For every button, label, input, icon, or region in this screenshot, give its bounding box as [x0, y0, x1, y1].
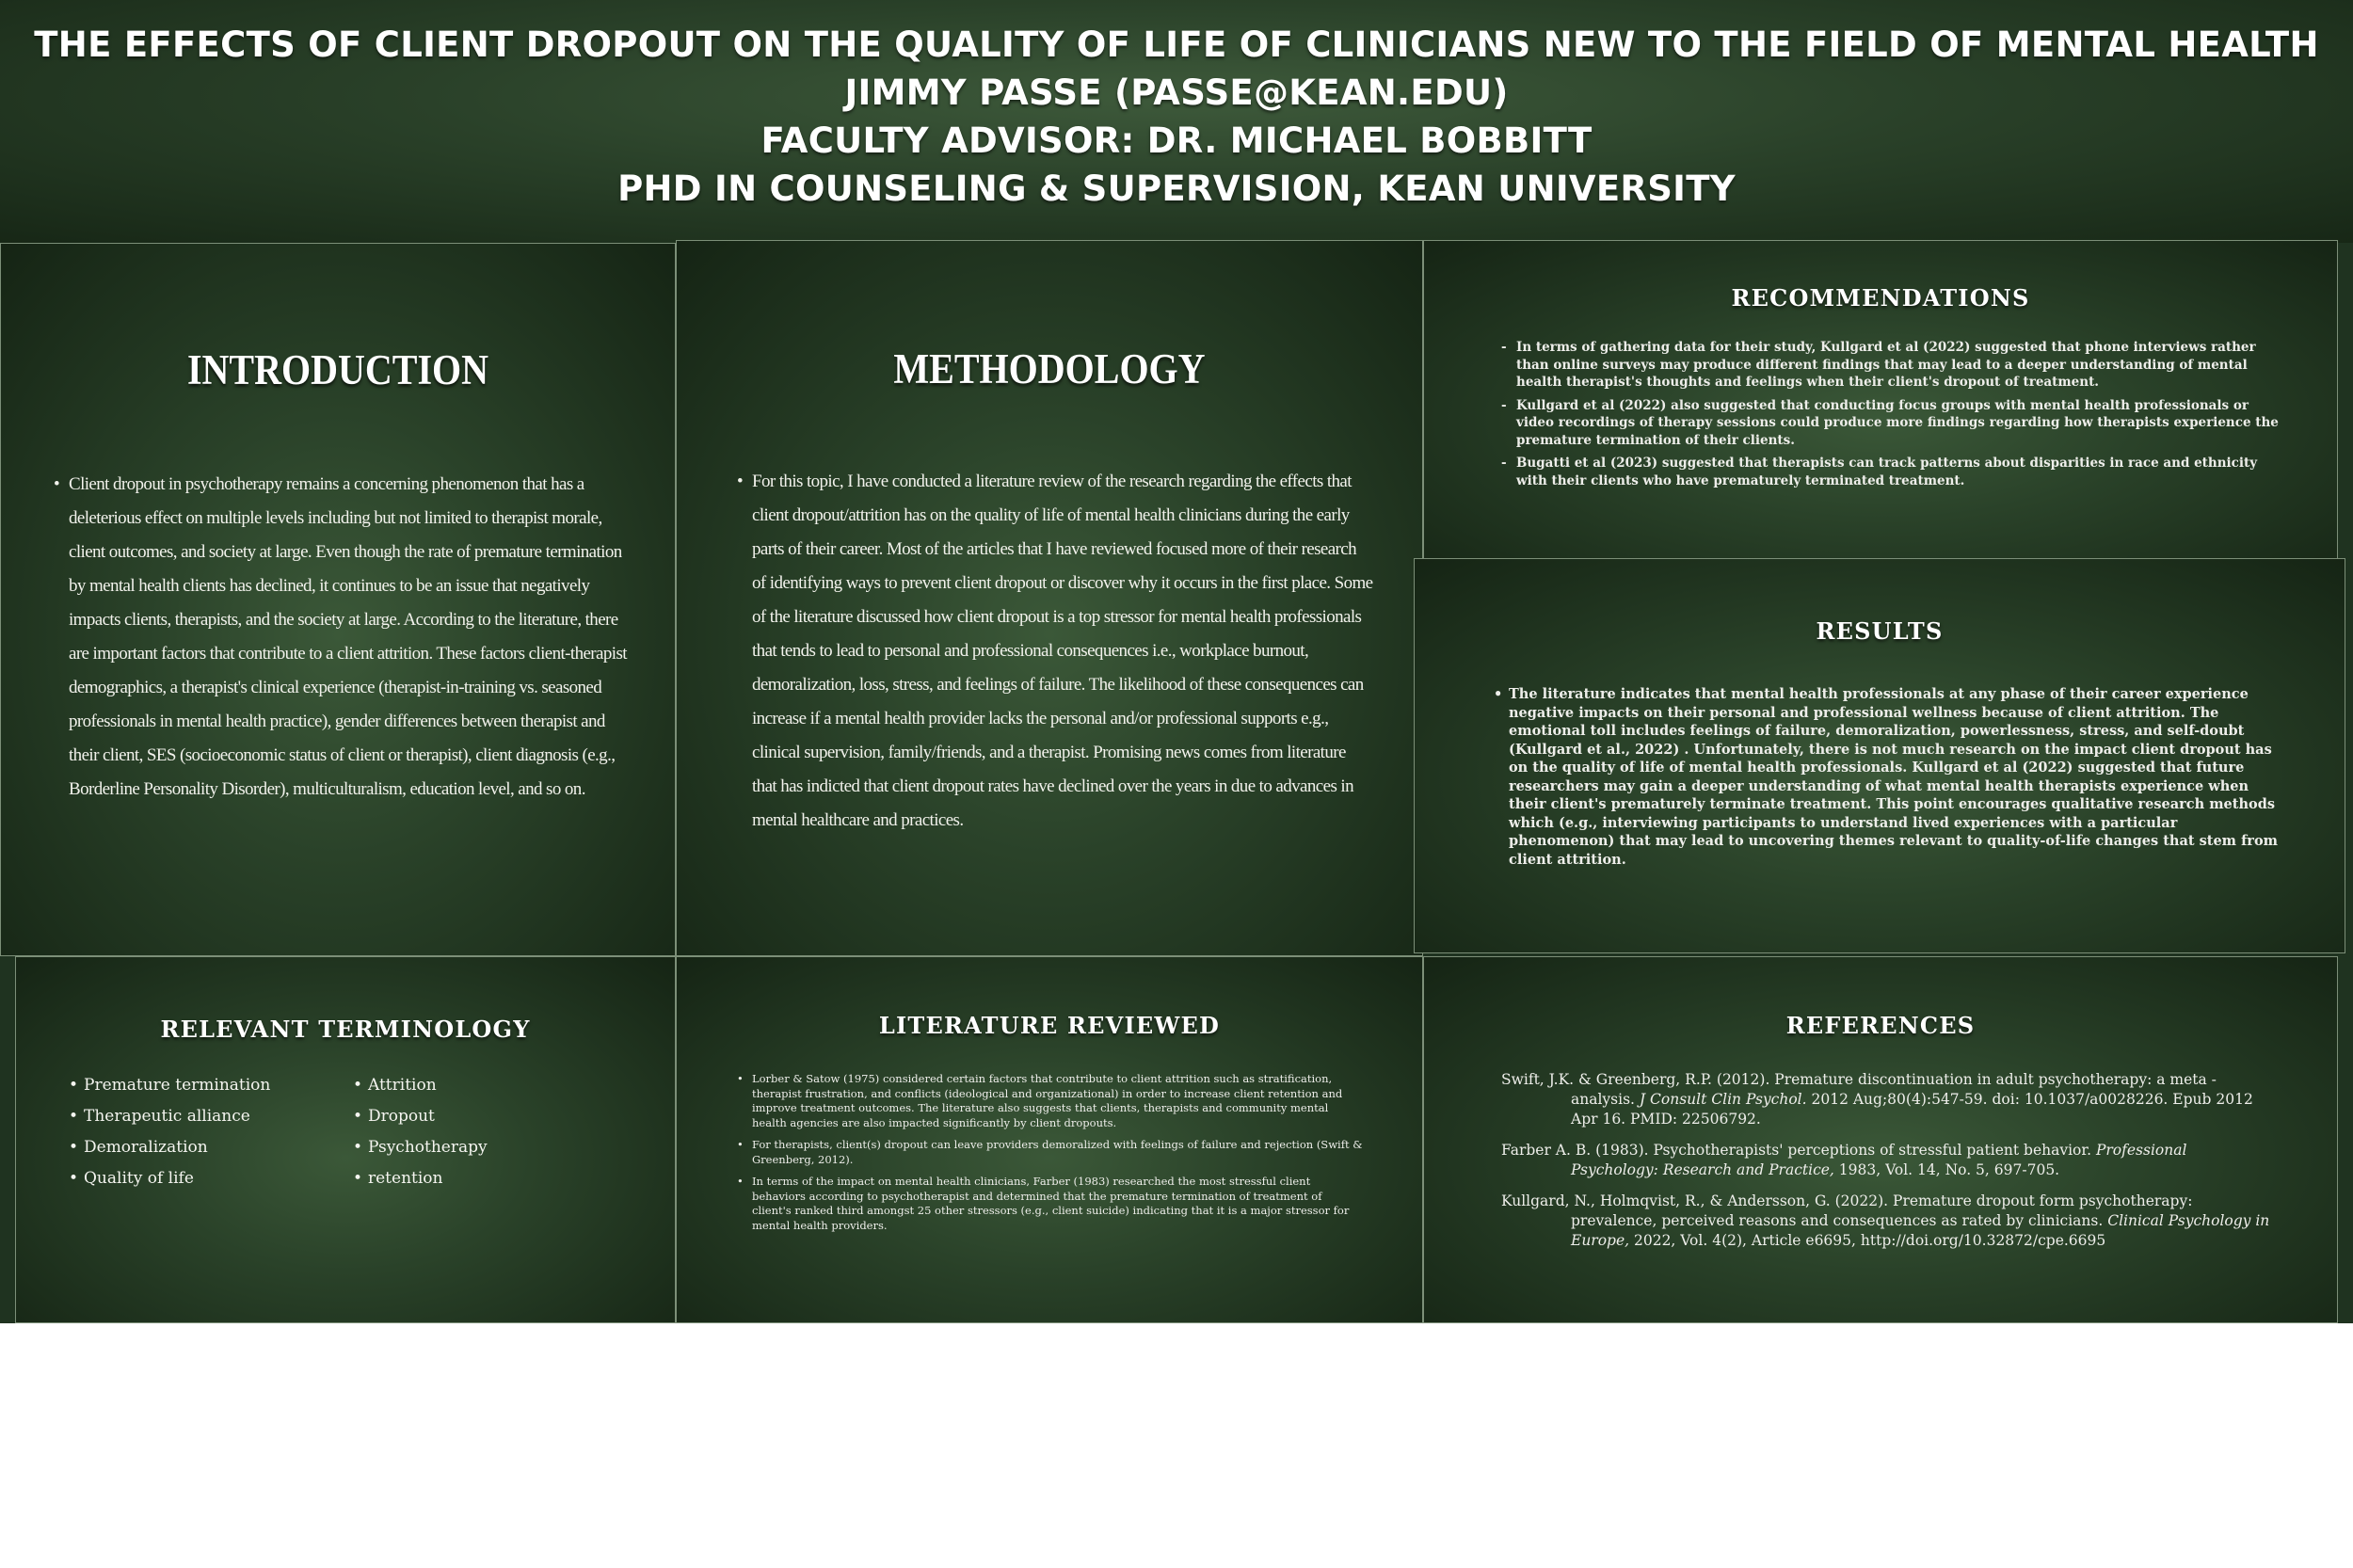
recommendations-panel	[1423, 240, 2338, 566]
literature-bullet: • For therapists, client(s) dropout can leave providers demoralized with feelings of failure and rejection (Swift & Greenberg, 2012).	[752, 1138, 1364, 1167]
literature-bullet: • Lorber & Satow (1975) considered certain factors that contribute to client attrition such as stratification, therapist frustration, and conflicts (ideological and organizational) in order to increase client retention and improve treatment outcomes. The literature also suggests that clients, therapists and community mental health agencies are also impacted significantly by client dropouts.	[752, 1072, 1364, 1130]
references-panel	[1423, 956, 2338, 1323]
methodology-panel	[676, 240, 1423, 956]
reference-item: Farber A. B. (1983). Psychotherapists' perceptions of stressful patient behavior. Professional Psychology: Research and Practice, 1983, Vol. 14, No. 5, 697-705.	[1501, 1142, 2187, 1178]
term-item: • Dropout	[368, 1101, 632, 1132]
references-list	[1501, 1070, 2273, 1262]
introduction-panel	[0, 243, 676, 956]
methodology-list	[752, 465, 1373, 838]
author-line: JIMMY PASSE (PASSE@KEAN.EDU)	[844, 72, 1509, 113]
term-item: • Premature termination	[84, 1070, 347, 1101]
literature-list	[752, 1072, 1364, 1233]
recommendations-title: RECOMMENDATIONS	[1731, 284, 2030, 312]
terminology-right-list	[368, 1070, 632, 1194]
recommendation-item: - Kullgard et al (2022) also suggested that conducting focus groups with mental health professionals or video recordings of therapy sessions could produce more findings regarding how therapists experience the premature termination of their clients.	[1516, 397, 2279, 450]
introduction-list	[69, 468, 633, 807]
introduction-title: INTRODUCTION	[186, 344, 489, 394]
term-item: • Demoralization	[84, 1132, 347, 1163]
results-title: RESULTS	[1816, 617, 1944, 645]
term-item: • Quality of life	[84, 1163, 347, 1194]
recommendations-list	[1516, 339, 2279, 489]
recommendation-item: - Bugatti et al (2023) suggested that therapists can track patterns about disparities in race and ethnicity with their clients who have prematurely terminated treatment.	[1516, 455, 2279, 489]
literature-title: LITERATURE REVIEWED	[878, 1012, 1221, 1039]
term-item: • Therapeutic alliance	[84, 1101, 347, 1132]
introduction-bullet: • Client dropout in psychotherapy remains a concerning phenomenon that has a deleterious effect on multiple levels including but not limited to therapist morale, client outcomes, and society at large. Even though the rate of premature termination by mental health clients has declined, it continues to be an issue that negatively impacts clients, therapists, and the society at large. According to the literature, there are important factors that contribute to a client attrition. These factors client-therapist demographics, a therapist's clinical experience (therapist-in-training vs. seasoned professionals in mental health practice), gender differences between therapist and their client, SES (socioeconomic status of client or therapist), client diagnosis (e.g., Borderline Personality Disorder), multiculturalism, education level, and so on.	[69, 468, 633, 807]
references-title: REFERENCES	[1785, 1012, 1976, 1039]
terminology-title: RELEVANT TERMINOLOGY	[160, 1016, 531, 1043]
results-bullet: • The literature indicates that mental health professionals at any phase of their career experience negative impacts on their personal and professional wellness because of client attrition. The emotional toll includes feelings of failure, demoralization, powerlessness, stress, and self-doubt (Kullgard et al., 2022) . Unfortunately, there is not much research on the impact client dropout has on the quality of life of mental health professionals. Kullgard et al (2022) suggested that future researchers may gain a deeper understanding of what mental health therapists experience when their client's prematurely terminate treatment. This point encourages qualitative research methods which (e.g., interviewing participants to understand lived experiences with a particular phenomenon) that may lead to uncovering themes relevant to quality-of-life changes that stem from client attrition.	[1509, 685, 2281, 869]
methodology-bullet: • For this topic, I have conducted a literature review of the research regarding the effects that client dropout/attrition has on the quality of life of mental health clinicians during the early parts of their career. Most of the articles that I have reviewed focused more of their research of identifying ways to prevent client dropout or discover why it occurs in the first place. Some of the literature discussed how client dropout is a top stressor for mental health professionals that tends to lead to personal and professional consequences i.e., workplace burnout, demoralization, loss, stress, and feelings of failure. The likelihood of these consequences can increase if a mental health provider lacks the personal and/or professional supports e.g., clinical supervision, family/friends, and a therapist. Promising news comes from literature that has indicted that client dropout rates have declined over the years in due to advances in mental healthcare and practices.	[752, 465, 1373, 838]
program-line: PHD IN COUNSELING & SUPERVISION, KEAN UNIVERSITY	[617, 168, 1736, 209]
methodology-title: METHODOLOGY	[893, 344, 1206, 393]
term-item: • retention	[368, 1163, 632, 1194]
terminology-left-list	[84, 1070, 347, 1194]
poster-header	[0, 0, 2353, 243]
results-panel	[1414, 558, 2345, 953]
terminology-panel	[15, 956, 676, 1323]
results-list	[1509, 685, 2281, 869]
literature-bullet: • In terms of the impact on mental health clinicians, Farber (1983) researched the most stressful client behaviors according to psychotherapist and determined that the premature termination of treatment of client's ranked third amongst 25 other stressors (e.g., client suicide) indicating that it is a major stressor for mental health providers.	[752, 1175, 1364, 1233]
recommendation-item: - In terms of gathering data for their study, Kullgard et al (2022) suggested that phone interviews rather than online surveys may produce different findings that may lead to a deeper understanding of mental health therapist's thoughts and feelings when their client's dropout of treatment.	[1516, 339, 2279, 392]
term-item: • Psychotherapy	[368, 1132, 632, 1163]
poster-title: THE EFFECTS OF CLIENT DROPOUT ON THE QUALITY OF LIFE OF CLINICIANS NEW TO THE FIELD OF MENTAL HEALTH	[34, 24, 2319, 65]
literature-panel	[676, 956, 1423, 1323]
reference-item: Kullgard, N., Holmqvist, R., & Andersson, G. (2022). Premature dropout form psychotherapy: prevalence, perceived reasons and consequences as rated by clinicians. Clinical Psychology in Europe, 2022, Vol. 4(2), Article e6695, http://doi.org/10.32872/cpe.6695	[1501, 1192, 2270, 1249]
advisor-line: FACULTY ADVISOR: DR. MICHAEL BOBBITT	[760, 120, 1593, 161]
reference-item: Swift, J.K. & Greenberg, R.P. (2012). Premature discontinuation in adult psychotherapy: a meta -analysis. J Consult Clin Psychol. 2012 Aug;80(4):547-59. doi: 10.1037/a0028226. Epub 2012 Apr 16. PMID: 22506792.	[1501, 1071, 2253, 1128]
term-item: • Attrition	[368, 1070, 632, 1101]
